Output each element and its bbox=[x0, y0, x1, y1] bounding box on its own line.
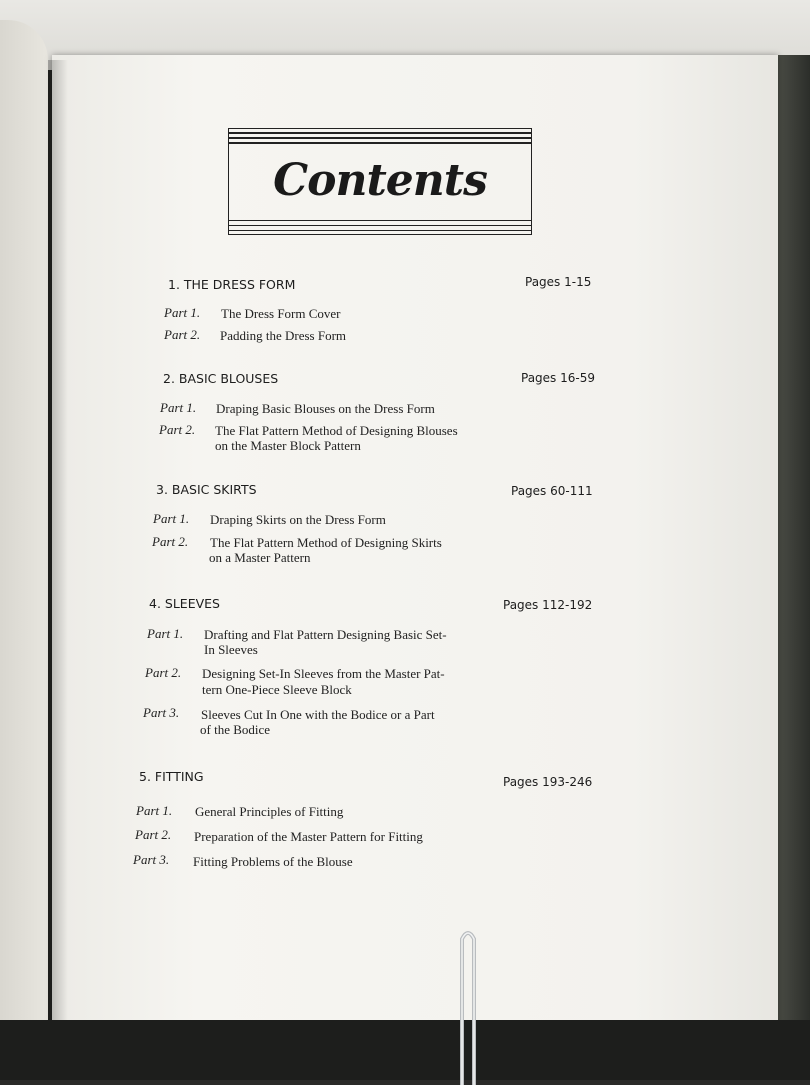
part-title: The Dress Form Cover bbox=[221, 306, 341, 321]
contents-title-frame bbox=[228, 128, 532, 235]
part-label: Part 1. bbox=[160, 400, 197, 415]
part-title: Preparation of the Master Pattern for Fitting bbox=[194, 829, 423, 844]
part-label: Part 2. bbox=[164, 327, 201, 342]
part-label: Part 3. bbox=[143, 705, 180, 720]
section-pages: Pages 112-192 bbox=[503, 598, 593, 612]
part-title-continued: on the Master Block Pattern bbox=[215, 438, 361, 453]
section-title: 4. SLEEVES bbox=[149, 596, 220, 611]
part-label: Part 2. bbox=[159, 422, 196, 437]
part-title: Draping Basic Blouses on the Dress Form bbox=[216, 401, 435, 416]
part-title: Sleeves Cut In One with the Bodice or a Part bbox=[201, 707, 435, 722]
part-label: Part 1. bbox=[136, 803, 173, 818]
part-label: Part 3. bbox=[133, 852, 170, 867]
table-surface bbox=[0, 1020, 810, 1080]
part-title: The Flat Pattern Method of Designing Skirts bbox=[210, 535, 442, 550]
part-title: Padding the Dress Form bbox=[220, 328, 347, 343]
part-title: Fitting Problems of the Blouse bbox=[193, 854, 353, 869]
page-title: Contents bbox=[273, 155, 487, 206]
part-title: Designing Set-In Sleeves from the Master Pat- bbox=[202, 666, 445, 681]
section-title: 3. BASIC SKIRTS bbox=[156, 482, 257, 497]
section-pages: Pages 16-59 bbox=[521, 371, 595, 385]
section-pages: Pages 1-15 bbox=[525, 275, 592, 289]
part-title: Draping Skirts on the Dress Form bbox=[210, 512, 386, 527]
part-label: Part 2. bbox=[145, 665, 182, 680]
section-title: 1. THE DRESS FORM bbox=[168, 277, 296, 292]
section-title: 5. FITTING bbox=[139, 769, 204, 784]
part-title: Drafting and Flat Pattern Designing Basic Set- bbox=[204, 627, 447, 642]
part-label: Part 2. bbox=[152, 534, 189, 549]
part-title-continued: tern One-Piece Sleeve Block bbox=[202, 682, 352, 697]
part-title-continued: of the Bodice bbox=[200, 722, 271, 737]
section-pages: Pages 193-246 bbox=[503, 775, 593, 789]
part-title-continued: on a Master Pattern bbox=[209, 550, 311, 565]
page-holder-wire bbox=[458, 925, 478, 1085]
spine-shadow bbox=[48, 60, 68, 1020]
part-label: Part 1. bbox=[147, 626, 184, 641]
part-title: General Principles of Fitting bbox=[195, 804, 344, 819]
part-title-continued: In Sleeves bbox=[204, 642, 258, 657]
section-title: 2. BASIC BLOUSES bbox=[163, 371, 279, 386]
book-cover-edge bbox=[778, 55, 810, 1035]
section-pages: Pages 60-111 bbox=[511, 484, 593, 498]
facing-page-edge bbox=[0, 20, 48, 1020]
part-title: The Flat Pattern Method of Designing Blouses bbox=[215, 423, 458, 438]
part-label: Part 1. bbox=[153, 511, 190, 526]
part-label: Part 2. bbox=[135, 827, 172, 842]
part-label: Part 1. bbox=[164, 305, 201, 320]
